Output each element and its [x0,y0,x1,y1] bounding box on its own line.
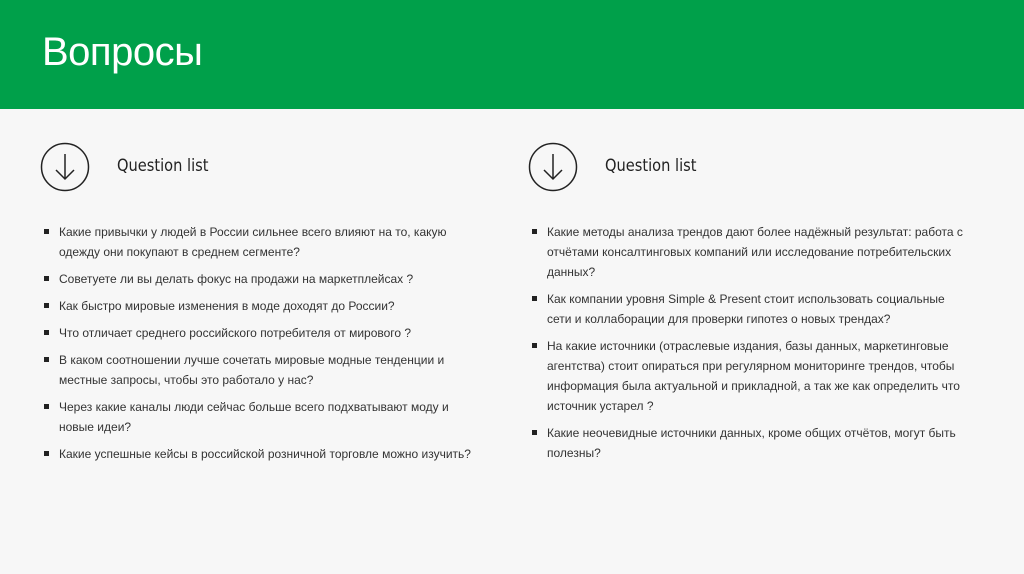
question-list [40,222,480,471]
list-item [40,397,480,437]
question-text: Какие неочевидные источники данных, кроме общих отчётов, могут быть полезны? [547,426,956,460]
page-title: Вопросы [42,30,203,74]
question-list [528,222,968,470]
bullet-icon [44,330,49,335]
bullet-icon [532,229,537,234]
bullet-icon [44,229,49,234]
list-item [40,269,480,289]
question-text: Какие методы анализа трендов дают более надёжный результат: работа с отчётами консалтинговых компаний или исследование потребительских данных? [547,225,963,279]
list-item [40,222,480,262]
question-text: Что отличает среднего российского потребителя от мирового ? [59,326,412,340]
question-text: Какие успешные кейсы в российской розничной торговле можно изучить? [59,447,471,461]
column-heading: Question list [117,156,209,176]
bullet-icon [532,343,537,348]
arrow-down-icon [528,142,578,192]
header-bar [0,0,1024,109]
bullet-icon [44,303,49,308]
bullet-icon [532,430,537,435]
column-heading: Question list [605,156,697,176]
question-text: Через какие каналы люди сейчас больше всего подхватывают моду и новые идеи? [59,400,449,434]
bullet-icon [532,296,537,301]
list-item [40,350,480,390]
arrow-down-icon [40,142,90,192]
list-item [528,336,968,416]
list-item [528,222,968,282]
bullet-icon [44,276,49,281]
list-item [40,323,480,343]
list-item [528,289,968,329]
bullet-icon [44,404,49,409]
question-text: Как быстро мировые изменения в моде доходят до России? [59,299,395,313]
question-text: Какие привычки у людей в России сильнее всего влияют на то, какую одежду они покупают в среднем сегменте? [59,225,447,259]
bullet-icon [44,451,49,456]
bullet-icon [44,357,49,362]
list-item [528,423,968,463]
question-text: Советуете ли вы делать фокус на продажи на маркетплейсах ? [59,272,414,286]
question-text: На какие источники (отраслевые издания, базы данных, маркетинговые агентства) стоит опираться при регулярном мониторинге трендов, чтобы информация была актуальной и прикладной, а так же как определить что источник устарел ? [547,339,960,413]
list-item [40,444,480,464]
list-item [40,296,480,316]
question-text: Как компании уровня Simple & Present стоит использовать социальные сети и коллаборации для проверки гипотез о новых трендах? [547,292,945,326]
question-text: В каком соотношении лучше сочетать мировые модные тенденции и местные запросы, чтобы это работало у нас? [59,353,445,387]
